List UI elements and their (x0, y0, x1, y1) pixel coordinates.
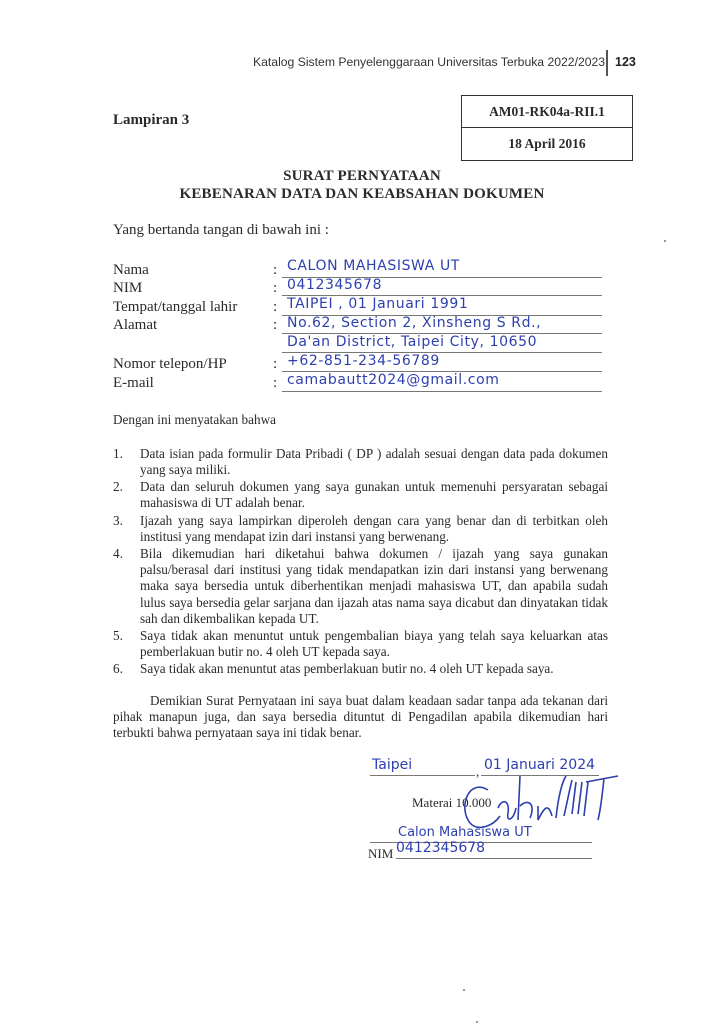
closing-paragraph: Demikian Surat Pernyataan ini saya buat dalam keadaan sadar tanpa ada tekanan dari pihak manapun juga, dan saya bersedia dituntut di Pengadilan apabila dikemudian hari terbukti bahwa pernyataan saya ini tidak benar. (113, 693, 608, 741)
declaration-number: 4. (113, 546, 123, 561)
field-colon: : (273, 356, 278, 372)
declaration-number: 2. (113, 479, 123, 494)
intro-text: Yang bertanda tangan di bawah ini : (113, 222, 329, 238)
field-label-phone: Nomor telepon/HP (113, 356, 227, 372)
declaration-number: 3. (113, 513, 123, 528)
signature-stroke (518, 776, 552, 820)
signer-nim[interactable]: 0412345678 (396, 840, 486, 856)
scan-speck (463, 989, 465, 991)
stamp-duty-label: Materai 10.000 (412, 795, 492, 810)
signature-stroke (556, 776, 588, 818)
field-colon: : (273, 375, 278, 391)
document-title-line1: SURAT PERNYATAAN (283, 168, 441, 184)
page-number: 123 (615, 55, 636, 69)
signature-stroke (465, 787, 500, 827)
signature-stroke (498, 802, 516, 819)
signer-nim-label: NIM (368, 846, 394, 861)
field-value-email[interactable]: camabautt2024@gmail.com (287, 372, 500, 388)
field-label-address: Alamat (113, 317, 158, 333)
declaration-intro: Dengan ini menyatakan bahwa (113, 412, 276, 427)
declaration-number: 1. (113, 446, 123, 461)
scan-speck (664, 240, 666, 242)
declaration-number: 5. (113, 628, 123, 643)
declaration-number: 6. (113, 661, 123, 676)
declaration-text: Bila dikemudian hari diketahui bahwa dokumen / ijazah yang saya gunakan palsu/berasal dari institusi yang tidak mendapatkan izin dari instansi yang berwenang maka saya bersedia untuk diberhentikan menjadi mahasiswa UT, dan apabila sudah lulus saya bersedia gelar sarjana dan ijazah atas nama saya dicabut dan dinyatakan tidak sah dan dikembalikan kepada UT. (140, 546, 608, 626)
field-colon: : (273, 280, 278, 296)
scan-speck (476, 1021, 478, 1023)
signature-date[interactable]: 01 Januari 2024 (484, 757, 596, 773)
field-underline (282, 391, 602, 392)
declaration-text: Saya tidak akan menuntut untuk pengembalian biaya yang telah saya keluarkan atas pemberlakuan butir no. 4 oleh UT kepada saya. (140, 628, 608, 660)
signature-comma: , (476, 764, 480, 779)
attachment-label: Lampiran 3 (113, 112, 190, 128)
field-value-birth[interactable]: TAIPEI , 01 Januari 1991 (287, 296, 469, 312)
signature-place[interactable]: Taipei (372, 757, 413, 773)
field-colon: : (273, 317, 278, 333)
document-code-date: 18 April 2016 (462, 127, 632, 159)
declaration-text: Ijazah yang saya lampirkan diperoleh dengan cara yang benar dan di terbitkan oleh institusi yang mendapat izin dari instansi yang berwenang. (140, 513, 608, 545)
declaration-text: Data dan seluruh dokumen yang saya gunakan untuk memenuhi persyaratan sebagai mahasiswa di UT adalah benar. (140, 479, 608, 511)
document-code-box (461, 95, 633, 161)
field-label-nim: NIM (113, 280, 143, 296)
document-title-line2: KEBENARAN DATA DAN KEABSAHAN DOKUMEN (179, 186, 545, 202)
header-divider (606, 50, 608, 76)
field-value-nim[interactable]: 0412345678 (287, 277, 383, 293)
field-value-address-line2[interactable]: Da'an District, Taipei City, 10650 (287, 334, 538, 350)
field-label-nama: Nama (113, 262, 149, 278)
declaration-text: Data isian pada formulir Data Pribadi ( DP ) adalah sesuai dengan data pada dokumen yang saya miliki. (140, 446, 608, 478)
field-label-birth: Tempat/tanggal lahir (113, 299, 238, 315)
field-colon: : (273, 299, 278, 315)
nim-underline (396, 858, 592, 859)
field-value-nama[interactable]: CALON MAHASISWA UT (287, 258, 460, 274)
field-value-address-line1[interactable]: No.62, Section 2, Xinsheng S Rd., (287, 315, 542, 331)
document-code: AM01-RK04a-RII.1 (489, 104, 605, 119)
declaration-text: Saya tidak akan menuntut atas pemberlakuan butir no. 4 oleh UT kepada saya. (140, 661, 554, 676)
catalog-header-title: Katalog Sistem Penyelenggaraan Universitas Terbuka 2022/2023 (253, 55, 606, 69)
field-value-phone[interactable]: +62-851-234-56789 (287, 353, 440, 369)
field-label-email: E-mail (113, 375, 154, 391)
signer-name[interactable]: Calon Mahasiswa UT (398, 825, 532, 840)
field-colon: : (273, 262, 278, 278)
signature-stroke (586, 776, 618, 820)
